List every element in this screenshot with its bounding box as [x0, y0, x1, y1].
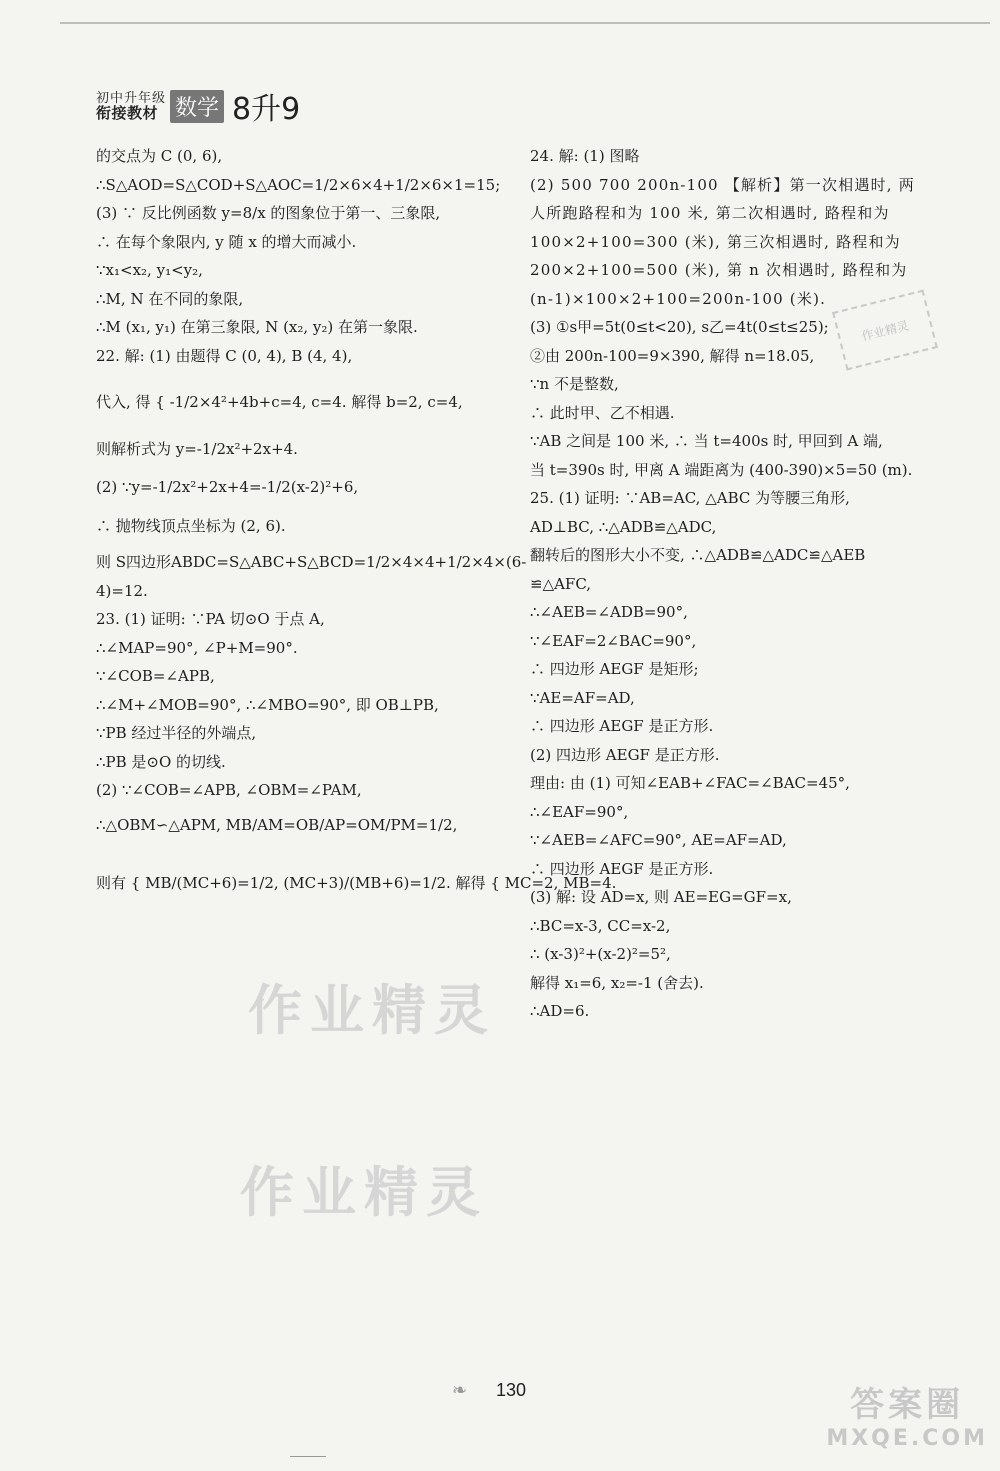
- right-line: ②由 200n-100=9×390, 解得 n=18.05,: [530, 346, 815, 365]
- left-line: 则 S四边形ABDC=S△ABC+S△BCD=1/2×4×4+1/2×4×(6-: [96, 553, 527, 571]
- right-line: 当 t=390s 时, 甲离 A 端距离为 (400-390)×5=50 (m).: [530, 460, 913, 479]
- right-line: (3) 解: 设 AD=x, 则 AE=EG=GF=x,: [530, 888, 792, 906]
- right-line: 理由: 由 (1) 可知∠EAB+∠FAC=∠BAC=45°,: [530, 774, 850, 792]
- right-line: ∵AB 之间是 100 米, ∴ 当 t=400s 时, 甲回到 A 端,: [530, 432, 883, 450]
- right-line: ∵∠AEB=∠AFC=90°, AE=AF=AD,: [530, 831, 787, 849]
- right-line: AD⊥BC, ∴△ADB≌△ADC,: [530, 517, 717, 536]
- header-line2: 衔接教材: [96, 104, 159, 122]
- left-line: ∴∠M+∠MOB=90°, ∴∠MBO=90°, 即 OB⊥PB,: [96, 695, 439, 714]
- left-line: ∵PB 经过半径的外端点,: [96, 724, 257, 742]
- right-line: ≌△AFC,: [530, 574, 592, 593]
- right-line: ∴∠EAF=90°,: [530, 802, 629, 821]
- left-line: (2) ∵y=-1/2x²+2x+4=-1/2(x-2)²+6,: [96, 478, 359, 496]
- corner-logo-title: 答案圈: [850, 1385, 965, 1425]
- right-line: ∴∠AEB=∠ADB=90°,: [530, 603, 688, 621]
- right-column: [530, 142, 930, 1026]
- right-line: ∴ (x-3)²+(x-2)²=5²,: [530, 945, 671, 963]
- left-line: ∴M (x₁, y₁) 在第三象限, N (x₂, y₂) 在第一象限.: [96, 318, 418, 336]
- left-line: ∴ 在每个象限内, y 随 x 的增大而减小.: [96, 232, 357, 251]
- top-rule: [60, 22, 990, 24]
- left-line: ∴M, N 在不同的象限,: [96, 289, 244, 308]
- right-line: 翻转后的图形大小不变, ∴△ADB≌△ADC≌△AEB: [530, 546, 866, 564]
- right-line: ∴BC=x-3, CC=x-2,: [530, 916, 671, 935]
- right-line: (3) ①s甲=5t(0≤t<20), s乙=4t(0≤t≤25);: [530, 318, 829, 336]
- right-line: (2) 四边形 AEGF 是正方形.: [530, 745, 720, 764]
- corner-logo-url: MXQE.COM: [826, 1426, 988, 1451]
- left-line: ∴∠MAP=90°, ∠P+M=90°.: [96, 638, 298, 657]
- right-line: ∴ 四边形 AEGF 是正方形.: [530, 717, 714, 735]
- header-series: [96, 91, 166, 121]
- right-line: 24. 解: (1) 图略: [530, 147, 640, 165]
- left-line: ∵x₁<x₂, y₁<y₂,: [96, 261, 203, 279]
- left-line: ∴ 抛物线顶点坐标为 (2, 6).: [96, 516, 286, 535]
- corner-logo: [826, 1377, 988, 1451]
- left-line: ∴PB 是⊙O 的切线.: [96, 752, 226, 771]
- right-line: ∴ 此时甲、乙不相遇.: [530, 403, 675, 422]
- header-line1: 初中升年级: [96, 91, 167, 106]
- leaf-icon: ❧: [452, 1380, 468, 1401]
- left-line: (3) ∵ 反比例函数 y=8/x 的图象位于第一、三象限,: [96, 204, 441, 222]
- right-line: 解得 x₁=6, x₂=-1 (舍去).: [530, 973, 704, 992]
- stamp-watermark: 作业精灵: [832, 290, 938, 371]
- right-line: ∴AD=6.: [530, 1002, 590, 1020]
- right-line: ∴ 四边形 AEGF 是正方形.: [530, 859, 714, 878]
- right-line: ∴ 四边形 AEGF 是矩形;: [530, 660, 699, 678]
- left-line: ∴S△AOD=S△COD+S△AOC=1/2×6×4+1/2×6×1=15;: [96, 175, 501, 194]
- bottom-rule: [290, 1456, 326, 1457]
- header-grade: 8升9: [232, 92, 301, 127]
- left-line: ∴△OBM∽△APM, MB/AM=OB/AP=OM/PM=1/2,: [96, 815, 458, 834]
- left-line: 的交点为 C (0, 6),: [96, 147, 223, 165]
- right-line: 25. (1) 证明: ∵AB=AC, △ABC 为等腰三角形,: [530, 489, 850, 507]
- header-subject: 数学: [170, 90, 224, 123]
- left-line: (2) ∵∠COB=∠APB, ∠OBM=∠PAM,: [96, 781, 362, 799]
- right-line: ∵n 不是整数,: [530, 375, 619, 393]
- watermark: 作业精灵: [240, 1160, 488, 1224]
- left-line: ∵∠COB=∠APB,: [96, 667, 215, 685]
- book-header: [96, 88, 301, 127]
- left-line: 4)=12.: [96, 581, 148, 600]
- left-line: 22. 解: (1) 由题得 C (0, 4), B (4, 4),: [96, 346, 353, 365]
- page-number: 130: [496, 1380, 527, 1400]
- left-line: 则有 { MB/(MC+6)=1/2, (MC+3)/(MB+6)=1/2. 解得 { MC=2, MB=4.: [96, 874, 617, 892]
- right-paragraph: (2) 500 700 200n-100 【解析】第一次相遇时, 两人所跑路程和为 100 米, 第二次相遇时, 路程和为 100×2+100=300 (米), 第三次相遇时, 路程和为 200×2+100=500 (米), 第 n 次相遇时, 路程和为 (n-1)×100×2+100=200n-100 (米).: [530, 175, 915, 308]
- left-line: 23. (1) 证明: ∵PA 切⊙O 于点 A,: [96, 610, 325, 628]
- watermark: 作业精灵: [248, 978, 496, 1042]
- left-line: 代入, 得 { -1/2×4²+4b+c=4, c=4. 解得 b=2, c=4,: [96, 393, 463, 411]
- right-line: ∵AE=AF=AD,: [530, 688, 635, 707]
- right-line: ∵∠EAF=2∠BAC=90°,: [530, 631, 697, 650]
- left-line: 则解析式为 y=-1/2x²+2x+4.: [96, 439, 298, 458]
